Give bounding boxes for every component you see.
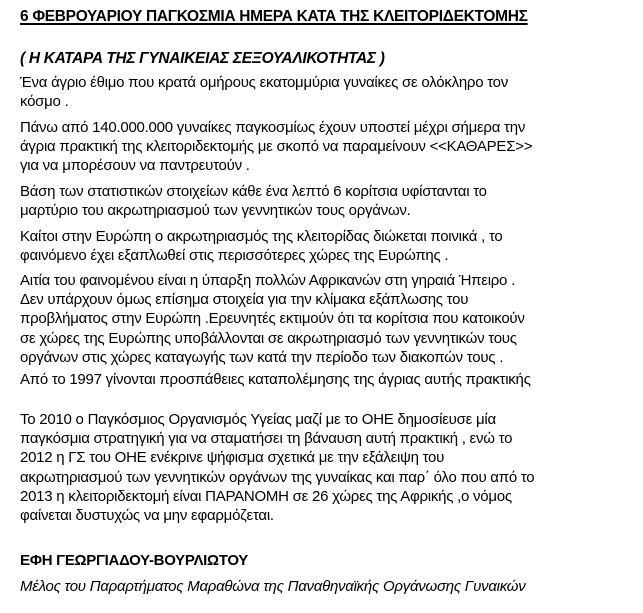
text-line: 2012 η ΓΣ του ΟΗΕ ενέκρινε ψήφισμα σχετικά με την εξάλειψη του [20,449,445,467]
author-name: ΕΦΗ ΓΕΩΡΓΙΑΔΟΥ-ΒΟΥΡΛΙΩΤΟΥ [20,552,249,569]
paragraph-efforts [20,370,620,389]
paragraph-statistics-rate [20,182,620,220]
text-line: Το 2010 ο Παγκόσμιος Οργανισμός Υγείας μαζί με το ΟΗΕ δημοσίευσε μία [20,411,496,428]
paragraph-who-un [20,410,620,525]
text-line: Πάνω από 140.000.000 γυναίκες παγκοσμίως έχουν υποστεί μέχρι σήμερα την [20,119,526,136]
text-line: Βάση των στατιστικών στοιχείων κάθε ένα λεπτό 6 κορίτσια υφίστανται το [20,183,487,200]
author-affiliation: Μέλος του Παραρτήματος Μαραθώνα της Παναθηναϊκής Οργάνωσης Γυναικών [20,578,526,595]
text-line: Από το 1997 γίνονται προσπάθειες καταπολέμησης της άγριας αυτής πρακτικής [20,371,531,388]
document-subtitle: ( Η ΚΑΤΑΡΑ ΤΗΣ ΓΥΝΑΙΚΕΙΑΣ ΣΕΞΟΥΑΛΙΚΟΤΗΤΑΣ ) [20,50,385,67]
text-line: μαρτύριο του ακρωτηριασμού των γεννητικών τους οργάνων. [20,202,411,220]
text-line: Ένα άγριο έθιμο που κρατά ομήρους εκατομμύρια γυναίκες σε ολόκληρο τον [20,74,509,91]
text-line: παγκόσμια στρατηγική για να σταματήσει τη βάναυση αυτή πρακτική , ενώ το [20,430,513,448]
text-line: φαινόμενο έχει εξαπλωθεί στις περισσότερες χώρες της Ευρώπης . [20,247,449,265]
paragraph-intro [20,73,620,111]
text-line: 2013 η κλειτοριδεκτομή είναι ΠΑΡΑΝΟΜΗ σε 26 χώρες της Αφρικής ,ο νόμος [20,487,512,505]
paragraph-cause [20,271,620,367]
document-title: 6 ΦΕΒΡΟΥΑΡΙΟΥ ΠΑΓΚΟΣΜΙΑ ΗΜΕΡΑ ΚΑΤΑ ΤΗΣ ΚΛΕΙΤΟΡΙΔΕΚΤΟΜΗΣ [20,8,528,25]
text-line: προβλήματος στην Ευρώπη .Ερευνητές εκτιμούν ότι τα κορίτσια που κατοικούν [20,310,525,328]
text-line: ακρωτηριασμού των γεννητικών οργάνων της γυναίκας και παρ΄ όλο που από το [20,468,535,486]
paragraph-europe [20,227,620,265]
text-line: οργάνων στις χώρες καταγωγής των κατά την περίοδο των διακοπών τους . [20,348,504,366]
text-line: κόσμο . [20,93,69,111]
text-line: Δεν υπάρχουν όμως επίσημα στοιχεία για την κλίμακα εξάπλωσης του [20,291,469,309]
text-line: σε χώρες της Ευρώπης υποβάλλονται σε ακρωτηριασμό των γεννητικών τους [20,329,517,347]
paragraph-statistics-total [20,118,620,176]
text-line: για να μπορέσουν να παντρευτούν . [20,157,250,175]
text-line: φαίνεται δυστυχώς να μην εφαρμόζεται. [20,507,274,525]
text-line: Καίτοι στην Ευρώπη ο ακρωτηριασμός της κλειτορίδας διώκεται ποινικά , το [20,228,503,245]
text-line: άγρια πρακτική της κλειτοριδεκτομής με σκοπό να παραμείνουν <<ΚΑΘΑΡΕΣ>> [20,138,533,156]
text-line: Αιτία του φαινομένου είναι η ύπαρξη πολλών Αφρικανών στη γηραιά Ήπειρο . [20,272,515,289]
